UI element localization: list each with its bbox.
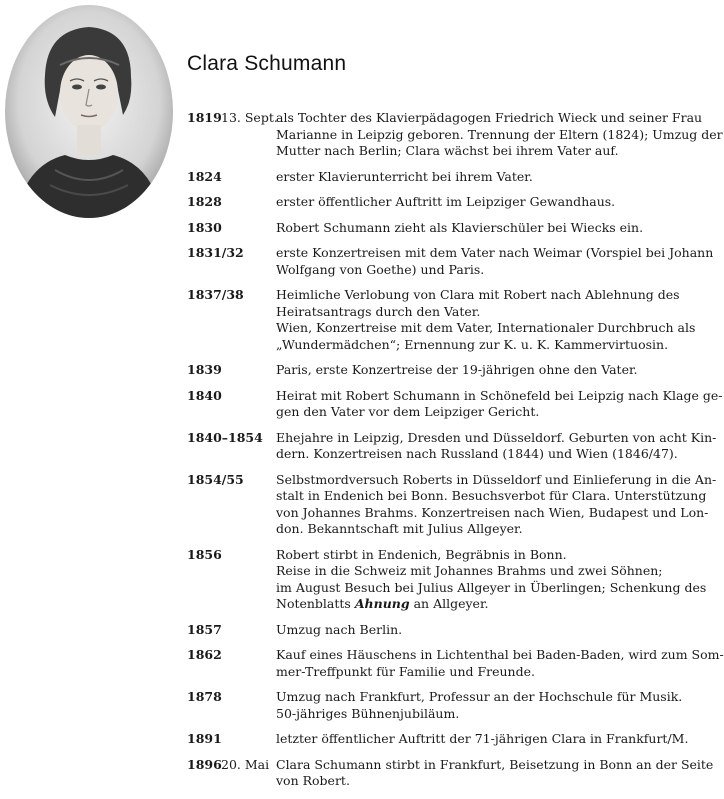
entry-text bbox=[276, 647, 724, 680]
entry-year: 1857 bbox=[187, 621, 222, 637]
entry-line: Marianne in Leipzig geboren. Trennung der Eltern (1824); Umzug der bbox=[276, 126, 723, 142]
entry-year: 1891 bbox=[187, 731, 222, 746]
timeline-entry bbox=[187, 387, 723, 421]
entry-year: 1831/32 bbox=[187, 245, 244, 260]
entry-line: von Robert. bbox=[276, 773, 350, 788]
entry-line: Clara Schumann stirbt in Frankfurt, Beisetzung in Bonn an der Seite bbox=[276, 756, 714, 772]
entry-year: 1837/38 bbox=[187, 287, 244, 302]
entry-text bbox=[276, 689, 683, 722]
entry-text bbox=[276, 429, 717, 463]
entry-year: 1839 bbox=[187, 362, 222, 377]
entry-year: 1896 bbox=[187, 756, 222, 772]
entry-year: 1854/55 bbox=[187, 471, 244, 487]
entry-text bbox=[276, 220, 655, 237]
entry-text bbox=[276, 471, 717, 538]
entry-line: Wien, Konzertreise mit dem Vater, Internationaler Durchbruch als bbox=[276, 320, 696, 335]
timeline-entry bbox=[187, 194, 655, 211]
entry-year: 1828 bbox=[187, 194, 222, 209]
entry-text bbox=[276, 756, 714, 790]
entry-line: Heiratsantrags durch den Vater. bbox=[276, 303, 481, 319]
timeline-entry bbox=[187, 110, 723, 160]
line-text: Notenblatts bbox=[276, 596, 355, 611]
timeline-entry bbox=[187, 731, 689, 748]
entry-line: gen den Vater vor dem Leipziger Gericht. bbox=[276, 404, 540, 419]
timeline-entry bbox=[187, 622, 655, 639]
entry-line: im August Besuch bei Julius Allgeyer in Überlingen; Schenkung des bbox=[276, 579, 707, 595]
entry-line: erster öffentlicher Auftritt im Leipziger Gewandhaus. bbox=[276, 194, 616, 209]
portrait-image bbox=[5, 5, 173, 218]
entry-line: Umzug nach Frankfurt, Professur an der Hochschule für Musik. bbox=[276, 689, 683, 704]
entry-text bbox=[276, 731, 689, 748]
timeline-entry bbox=[187, 287, 696, 353]
entry-line: Selbstmordversuch Roberts in Düsseldorf und Einlieferung in die An- bbox=[276, 471, 717, 487]
entry-text bbox=[276, 110, 723, 160]
timeline-entry bbox=[187, 546, 707, 613]
entry-text bbox=[276, 546, 707, 613]
entry-line: Kauf eines Häuschens in Lichtenthal bei Baden-Baden, wird zum Som- bbox=[276, 647, 724, 662]
entry-line: Paris, erste Konzertreise der 19-jährigen ohne den Vater. bbox=[276, 362, 638, 377]
entry-year: 1830 bbox=[187, 219, 222, 235]
entry-line bbox=[276, 596, 655, 613]
timeline-entry bbox=[187, 245, 714, 278]
timeline-entry bbox=[187, 169, 655, 186]
timeline-entry bbox=[187, 471, 717, 538]
timeline-entry bbox=[187, 689, 683, 722]
entry-text bbox=[276, 622, 655, 639]
timeline-entry bbox=[187, 220, 655, 237]
entry-line: als Tochter des Klavierpädagogen Friedrich Wieck und seiner Frau bbox=[276, 110, 703, 125]
entry-year: 1819 bbox=[187, 110, 222, 125]
entry-year: 1856 bbox=[187, 546, 222, 562]
entry-year: 1862 bbox=[187, 647, 222, 662]
entry-line: von Johannes Brahms. Konzertreisen nach Wien, Budapest und Lon- bbox=[276, 504, 709, 520]
entry-text bbox=[276, 245, 714, 278]
entry-line: don. Bekanntschaft mit Julius Allgeyer. bbox=[276, 521, 523, 536]
entry-line: 50-jähriges Bühnenjubiläum. bbox=[276, 705, 460, 721]
entry-text bbox=[276, 362, 655, 379]
entry-line: Umzug nach Berlin. bbox=[276, 621, 403, 637]
entry-line: Wolfgang von Goethe) und Paris. bbox=[276, 261, 485, 277]
entry-date: 13. Sept. bbox=[221, 110, 278, 125]
entry-line: letzter öffentlicher Auftritt der 71-jährigen Clara in Frankfurt/M. bbox=[276, 731, 689, 746]
line-text: an Allgeyer. bbox=[409, 596, 489, 611]
entry-line: stalt in Endenich bei Bonn. Besuchsverbot für Clara. Unterstützung bbox=[276, 488, 707, 503]
entry-year: 1840 bbox=[187, 387, 222, 403]
timeline-entry bbox=[187, 756, 714, 790]
entry-text bbox=[276, 169, 655, 186]
page-title: Clara Schumann bbox=[187, 52, 347, 75]
entry-line: „Wundermädchen“; Ernennung zur K. u. K. Kammervirtuosin. bbox=[276, 336, 669, 352]
entry-line: mer-Treffpunkt für Familie und Freunde. bbox=[276, 663, 535, 679]
entry-line: Robert Schumann zieht als Klavierschüler bei Wiecks ein. bbox=[276, 219, 644, 235]
entry-text bbox=[276, 287, 696, 353]
entry-line: Reise in die Schweiz mit Johannes Brahms und zwei Söhnen; bbox=[276, 563, 663, 578]
entry-line: erster Klavierunterricht bei ihrem Vater. bbox=[276, 168, 533, 184]
timeline-entry bbox=[187, 362, 655, 379]
entry-line: Mutter nach Berlin; Clara wächst bei ihrem Vater auf. bbox=[276, 143, 619, 158]
timeline bbox=[187, 110, 724, 799]
entry-line: Heimliche Verlobung von Clara mit Robert nach Ablehnung des bbox=[276, 287, 680, 302]
entry-line: erste Konzertreisen mit dem Vater nach Weimar (Vorspiel bei Johann bbox=[276, 245, 714, 260]
entry-text bbox=[276, 387, 723, 421]
entry-year: 1840–1854 bbox=[187, 429, 263, 445]
work-title: Ahnung bbox=[354, 596, 410, 611]
entry-line: Ehejahre in Leipzig, Dresden und Düsseldorf. Geburten von acht Kin- bbox=[276, 429, 717, 445]
entry-text bbox=[276, 194, 655, 211]
entry-line: Heirat mit Robert Schumann in Schönefeld bei Leipzig nach Klage ge- bbox=[276, 387, 723, 403]
entry-line: Robert stirbt in Endenich, Begräbnis in Bonn. bbox=[276, 546, 567, 562]
timeline-entry bbox=[187, 647, 724, 680]
entry-line: dern. Konzertreisen nach Russland (1844) und Wien (1846/47). bbox=[276, 446, 678, 461]
entry-date: 20. Mai bbox=[221, 756, 270, 772]
entry-year: 1824 bbox=[187, 168, 222, 184]
timeline-entry bbox=[187, 429, 717, 463]
entry-year: 1878 bbox=[187, 689, 222, 704]
